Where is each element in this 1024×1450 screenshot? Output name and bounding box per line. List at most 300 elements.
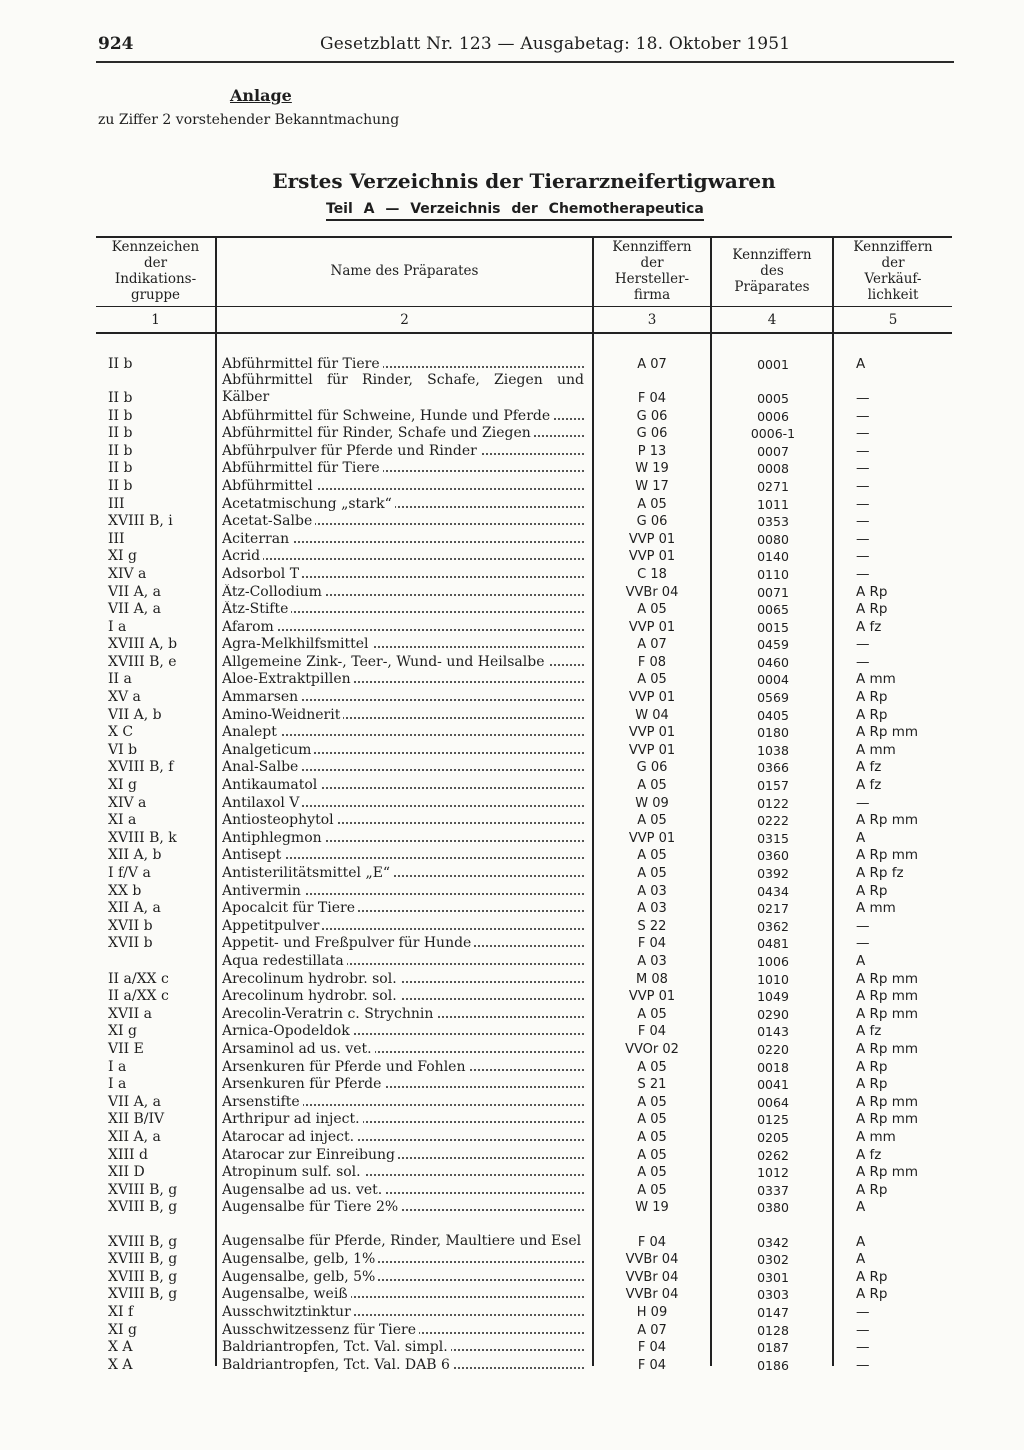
- sale-code-cell: A fz: [856, 1023, 882, 1040]
- preparation-name-cell: Afarom: [222, 619, 277, 635]
- manufacturer-code-cell: A 05: [637, 496, 667, 512]
- document-subtitle: Teil A — Verzeichnis der Chemotherapeutica: [326, 201, 704, 221]
- preparation-code-cell: 0222: [757, 813, 789, 829]
- table-row: [96, 1198, 952, 1216]
- indication-group-cell: XVIII B, g: [108, 1286, 178, 1303]
- table-row: [96, 1039, 952, 1057]
- preparation-name-cell: Ätz-Stifte: [222, 601, 291, 617]
- preparation-code-cell: 0065: [757, 602, 789, 618]
- table-row: [96, 1285, 952, 1303]
- preparation-name-wrapper: [222, 724, 584, 740]
- preparation-code-cell: 0006: [757, 408, 789, 424]
- indication-group-cell: II b: [108, 477, 133, 494]
- preparation-name-cell: Abführpulver für Pferde und Rinder: [222, 443, 480, 459]
- preparation-code-cell: 0015: [757, 619, 789, 635]
- preparation-code-cell: 0205: [757, 1129, 789, 1145]
- manufacturer-code-cell: F 04: [637, 1340, 667, 1356]
- indication-group-cell: XI g: [108, 777, 137, 794]
- sale-code-cell: A Rp mm: [856, 1111, 919, 1128]
- manufacturer-code-cell: W 19: [635, 461, 669, 477]
- manufacturer-code-cell: VVBr 04: [625, 584, 679, 600]
- preparation-code-cell: 0064: [757, 1094, 789, 1110]
- table-row: [96, 582, 952, 600]
- table-row: [96, 1075, 952, 1093]
- preparation-name-cell: Augensalbe ad us. vet.: [222, 1182, 385, 1198]
- manufacturer-code-cell: W 19: [635, 1200, 669, 1216]
- indication-group-cell: XIII d: [108, 1146, 148, 1163]
- preparation-name-wrapper: [222, 865, 584, 881]
- preparation-code-cell: 0001: [757, 356, 789, 372]
- preparation-name-wrapper: [222, 883, 584, 899]
- indication-group-cell: III: [108, 530, 125, 547]
- preparation-name-wrapper: [222, 759, 584, 775]
- sale-code-cell: A fz: [856, 1146, 882, 1163]
- indication-group-cell: XVIII B, k: [108, 829, 177, 846]
- preparation-name-cell: Ätz-Collodium: [222, 584, 325, 600]
- manufacturer-code-cell: VVP 01: [628, 690, 676, 706]
- indication-group-cell: II b: [108, 407, 133, 424]
- preparation-name-cell: Augensalbe für Pferde, Rinder, Maultiere und Esel: [222, 1232, 582, 1249]
- preparation-code-cell: 0353: [757, 514, 789, 530]
- manufacturer-code-cell: A 05: [637, 1112, 667, 1128]
- manufacturer-code-cell: VVP 01: [628, 830, 676, 846]
- preparation-name-cell: Augensalbe, weiß: [222, 1286, 351, 1302]
- table-row: [96, 1250, 952, 1268]
- preparation-name-cell: Acrid: [222, 548, 263, 564]
- preparation-code-cell: 0360: [757, 848, 789, 864]
- table-row: [96, 775, 952, 793]
- preparation-code-cell: 0186: [757, 1357, 789, 1373]
- indication-group-cell: XII B/IV: [108, 1111, 165, 1128]
- manufacturer-code-cell: A 07: [637, 1322, 667, 1338]
- preparation-name-cell: Acetatmischung „stark“: [222, 496, 395, 512]
- sale-code-cell: —: [856, 1321, 870, 1338]
- table-row: [96, 1057, 952, 1075]
- indication-group-cell: II b: [108, 442, 133, 459]
- sale-code-cell: A Rp: [856, 689, 888, 706]
- sale-code-cell: A: [856, 1251, 866, 1268]
- indication-group-cell: XI g: [108, 1023, 137, 1040]
- preparation-name-cell: Adsorbol T: [222, 566, 302, 582]
- manufacturer-code-cell: G 06: [636, 760, 668, 776]
- indication-group-cell: XX b: [108, 882, 142, 899]
- table-row: [96, 863, 952, 881]
- preparations-table: [96, 236, 952, 1373]
- sale-code-cell: A Rp fz: [856, 865, 904, 882]
- sale-code-cell: A Rp mm: [856, 970, 919, 987]
- preparation-code-cell: 0180: [757, 725, 789, 741]
- preparation-name-cell: Analept: [222, 724, 280, 740]
- manufacturer-code-cell: G 06: [636, 408, 668, 424]
- sale-code-cell: A Rp mm: [856, 1093, 919, 1110]
- preparation-code-cell: 1038: [757, 742, 789, 758]
- preparation-name-cell: Antivermin: [222, 883, 304, 899]
- table-row: [96, 652, 952, 670]
- indication-group-cell: X A: [108, 1339, 133, 1356]
- preparation-name-wrapper: [222, 1251, 584, 1267]
- header-indication-group: Kennzeichen der Indikations- gruppe: [111, 239, 200, 303]
- table-row: [96, 512, 952, 530]
- sale-code-cell: —: [856, 1356, 870, 1373]
- preparation-name-cell: Acetat-Salbe: [222, 513, 315, 529]
- page-number: 924: [98, 34, 134, 54]
- preparation-name-wrapper: [222, 1269, 584, 1285]
- manufacturer-code-cell: A 03: [637, 901, 667, 917]
- sale-code-cell: A Rp: [856, 882, 888, 899]
- preparation-name-wrapper: [222, 1199, 584, 1215]
- sale-code-cell: A Rp: [856, 1268, 888, 1285]
- sale-code-cell: A mm: [856, 900, 896, 917]
- indication-group-cell: XVIII B, f: [108, 759, 174, 776]
- preparation-code-cell: 0110: [757, 566, 789, 582]
- preparation-name-cell: Arecolinum hydrobr. sol.: [222, 971, 400, 987]
- preparation-name-wrapper: [222, 689, 584, 705]
- indication-group-cell: VII A, b: [108, 706, 162, 723]
- preparation-name-cell: Antisterilitätsmittel „E“: [222, 865, 393, 881]
- preparation-name-cell: Antilaxol V: [222, 795, 302, 811]
- sale-code-cell: A Rp: [856, 601, 888, 618]
- manufacturer-code-cell: A 05: [637, 1094, 667, 1110]
- preparation-code-cell: 0018: [757, 1059, 789, 1075]
- preparation-name-cell: Analgeticum: [222, 742, 314, 758]
- preparation-name-wrapper: [222, 531, 584, 547]
- sale-code-cell: A: [856, 952, 866, 969]
- sale-code-cell: —: [856, 460, 870, 477]
- table-row: [96, 476, 952, 494]
- preparation-name-wrapper: [222, 707, 584, 723]
- preparation-code-cell: 0004: [757, 672, 789, 688]
- indication-group-cell: X C: [108, 724, 134, 741]
- preparation-name-cell: Ausschwitztinktur: [222, 1304, 354, 1320]
- preparation-code-cell: 0080: [757, 531, 789, 547]
- sale-code-cell: —: [856, 442, 870, 459]
- preparation-name-wrapper: [222, 777, 584, 793]
- preparation-name-wrapper: [222, 1286, 584, 1302]
- indication-group-cell: XVIII B, g: [108, 1181, 178, 1198]
- manufacturer-code-cell: VVOr 02: [625, 1041, 679, 1057]
- column-number-1: 1: [151, 312, 160, 328]
- manufacturer-code-cell: S 21: [637, 1077, 667, 1093]
- sale-code-cell: —: [856, 1304, 870, 1321]
- preparation-name-cell: Abführmittel für Tiere: [222, 356, 383, 372]
- indication-group-cell: XVIII B, g: [108, 1199, 178, 1216]
- preparation-code-cell: 0459: [757, 637, 789, 653]
- preparation-code-cell: 1010: [757, 971, 789, 987]
- manufacturer-code-cell: VVP 01: [628, 742, 676, 758]
- preparation-name-wrapper: [222, 1304, 584, 1320]
- table-row: [96, 547, 952, 565]
- sale-code-cell: A: [856, 1233, 866, 1250]
- indication-group-cell: I a: [108, 1076, 127, 1093]
- manufacturer-code-cell: F 04: [637, 1234, 667, 1250]
- table-row: [96, 687, 952, 705]
- sale-code-cell: A Rp mm: [856, 1005, 919, 1022]
- preparation-code-cell: 0007: [757, 443, 789, 459]
- preparation-name-wrapper: [222, 1094, 584, 1110]
- preparation-code-cell: 1049: [757, 989, 789, 1005]
- manufacturer-code-cell: A 07: [637, 637, 667, 653]
- indication-group-cell: XII A, b: [108, 847, 162, 864]
- table-body: [96, 354, 952, 1373]
- preparation-code-cell: 0362: [757, 918, 789, 934]
- header-sale-code: Kennziffern der Verkäuf- lichkeit: [853, 239, 933, 303]
- sale-code-cell: —: [856, 530, 870, 547]
- indication-group-cell: XI f: [108, 1304, 134, 1321]
- manufacturer-code-cell: W 17: [635, 478, 669, 494]
- page-header: [0, 30, 1024, 66]
- indication-group-cell: XVII b: [108, 917, 153, 934]
- anlage-subtitle: zu Ziffer 2 vorstehender Bekanntmachung: [98, 112, 400, 128]
- indication-group-cell: II a/XX c: [108, 988, 169, 1005]
- header-preparation-code: Kennziffern des Präparates: [732, 247, 812, 295]
- preparation-name-cell: Baldriantropfen, Tct. Val. simpl.: [222, 1339, 451, 1355]
- preparation-name-wrapper: [222, 847, 584, 863]
- table-row: [96, 899, 952, 917]
- header-manufacturer-code: Kennziffern der Hersteller- firma: [612, 239, 692, 303]
- preparation-name-wrapper: [222, 1129, 584, 1145]
- preparation-name-wrapper: [222, 1357, 584, 1373]
- sale-code-cell: —: [856, 495, 870, 512]
- preparation-name-wrapper: [222, 935, 584, 951]
- preparation-code-cell: 0337: [757, 1182, 789, 1198]
- preparation-name-cell: Arnica-Opodeldok: [222, 1023, 353, 1039]
- manufacturer-code-cell: VVP 01: [628, 619, 676, 635]
- indication-group-cell: XVII a: [108, 1005, 152, 1022]
- table-row: [96, 670, 952, 688]
- preparation-name-cell: Arecolinum hydrobr. sol.: [222, 988, 400, 1004]
- preparation-name-cell: Arsenkuren für Pferde und Fohlen: [222, 1059, 468, 1075]
- sale-code-cell: A: [856, 1199, 866, 1216]
- indication-group-cell: II b: [108, 355, 133, 372]
- manufacturer-code-cell: A 03: [637, 883, 667, 899]
- indication-group-cell: II b: [108, 425, 133, 442]
- sale-code-cell: —: [856, 548, 870, 565]
- preparation-name-cell: Amino-Weidnerit: [222, 707, 343, 723]
- column-number-5: 5: [888, 312, 898, 328]
- manufacturer-code-cell: A 05: [637, 602, 667, 618]
- preparation-name-cell: Atarocar ad inject.: [222, 1129, 357, 1145]
- preparation-name-cell: Antikaumatol: [222, 777, 320, 793]
- preparation-code-cell: 0187: [757, 1340, 789, 1356]
- preparation-name-wrapper: [222, 601, 584, 617]
- running-title: Gesetzblatt Nr. 123 — Ausgabetag: 18. Oktober 1951: [320, 34, 791, 54]
- indication-group-cell: III: [108, 495, 125, 512]
- preparation-code-cell: 0041: [757, 1077, 789, 1093]
- table-row: [96, 934, 952, 952]
- preparation-name-wrapper: [222, 619, 584, 635]
- table-row: [96, 969, 952, 987]
- preparation-name-wrapper: [222, 953, 584, 969]
- sale-code-cell: A Rp: [856, 1286, 888, 1303]
- preparation-code-cell: 0460: [757, 654, 789, 670]
- preparation-name-wrapper: [222, 548, 584, 564]
- sale-code-cell: A Rp: [856, 1181, 888, 1198]
- sale-code-cell: A Rp mm: [856, 724, 919, 741]
- preparation-name-wrapper: [222, 1023, 584, 1039]
- table-row: [96, 635, 952, 653]
- table-row: [96, 564, 952, 582]
- table-row: [96, 1338, 952, 1356]
- preparation-code-cell: 0143: [757, 1024, 789, 1040]
- sale-code-cell: A fz: [856, 618, 882, 635]
- preparation-name-wrapper: [222, 443, 584, 459]
- preparation-name-cell: Arthripur ad inject.: [222, 1111, 363, 1127]
- preparation-name-cell: Arsaminol ad us. vet.: [222, 1041, 375, 1057]
- manufacturer-code-cell: C 18: [637, 566, 667, 582]
- table-row: [96, 441, 952, 459]
- sale-code-cell: —: [856, 1339, 870, 1356]
- indication-group-cell: XVIII B, g: [108, 1233, 178, 1250]
- table-row: [96, 1022, 952, 1040]
- preparation-code-cell: 0008: [757, 461, 789, 477]
- indication-group-cell: XVIII A, b: [108, 636, 178, 653]
- sale-code-cell: A Rp mm: [856, 812, 919, 829]
- preparation-code-cell: 1011: [757, 496, 789, 512]
- manufacturer-code-cell: G 06: [636, 514, 668, 530]
- manufacturer-code-cell: S 22: [637, 918, 667, 934]
- preparation-code-cell: 0315: [757, 830, 789, 846]
- manufacturer-code-cell: A 07: [637, 356, 667, 372]
- table-row: [96, 1092, 952, 1110]
- sale-code-cell: A: [856, 355, 866, 372]
- sale-code-cell: A Rp mm: [856, 1040, 919, 1057]
- preparation-name-wrapper: [222, 900, 584, 916]
- preparation-name-cell: Atarocar zur Einreibung: [222, 1147, 398, 1163]
- manufacturer-code-cell: A 05: [637, 1129, 667, 1145]
- sale-code-cell: A: [856, 829, 866, 846]
- preparation-name-wrapper: [222, 1339, 584, 1355]
- table-row: [96, 617, 952, 635]
- preparation-code-cell: 0301: [757, 1269, 789, 1285]
- preparation-name-cell: Augensalbe, gelb, 1%: [222, 1251, 378, 1267]
- preparation-code-cell: 0303: [757, 1287, 789, 1303]
- manufacturer-code-cell: A 05: [637, 1006, 667, 1022]
- table-row: [96, 1267, 952, 1285]
- sale-code-cell: A Rp: [856, 706, 888, 723]
- table-row: [96, 600, 952, 618]
- table-row: [96, 1302, 952, 1320]
- sale-code-cell: —: [856, 917, 870, 934]
- table-row: [96, 1127, 952, 1145]
- preparation-name-cell: Abführmittel: [222, 478, 316, 494]
- preparation-name-wrapper: [222, 478, 584, 494]
- preparation-code-cell: 0271: [757, 478, 789, 494]
- table-row: [96, 459, 952, 477]
- manufacturer-code-cell: F 04: [637, 936, 667, 952]
- preparation-code-cell: 0006-1: [750, 426, 796, 442]
- preparation-code-cell: 0342: [757, 1234, 789, 1250]
- indication-group-cell: II b: [108, 389, 133, 406]
- preparation-name-cell: Agra-Melkhilfsmittel: [222, 636, 372, 652]
- preparation-name-wrapper: [222, 496, 584, 512]
- manufacturer-code-cell: VVBr 04: [625, 1269, 679, 1285]
- table-row: [96, 793, 952, 811]
- preparation-code-cell: 0005: [757, 390, 789, 406]
- table-row: [96, 529, 952, 547]
- manufacturer-code-cell: A 05: [637, 813, 667, 829]
- table-row: [96, 723, 952, 741]
- preparation-code-cell: 0302: [757, 1252, 789, 1268]
- indication-group-cell: I a: [108, 618, 127, 635]
- table-row: [96, 916, 952, 934]
- sale-code-cell: A fz: [856, 759, 882, 776]
- table-row: [96, 951, 952, 969]
- preparation-name-cell: Atropinum sulf. sol.: [222, 1164, 364, 1180]
- preparation-name-cell: Ammarsen: [222, 689, 301, 705]
- sale-code-cell: A Rp: [856, 1076, 888, 1093]
- sale-code-cell: A mm: [856, 671, 896, 688]
- preparation-name-wrapper: [222, 566, 584, 582]
- table-row: [96, 758, 952, 776]
- manufacturer-code-cell: A 05: [637, 866, 667, 882]
- manufacturer-code-cell: A 03: [637, 953, 667, 969]
- preparation-name-wrapper: [222, 460, 584, 476]
- preparation-name-wrapper: [222, 1182, 584, 1198]
- indication-group-cell: XI g: [108, 548, 137, 565]
- preparation-name-cell: Arsenstifte: [222, 1094, 303, 1110]
- indication-group-cell: XVIII B, g: [108, 1251, 178, 1268]
- preparation-name-wrapper: [222, 654, 584, 670]
- preparation-code-cell: 0157: [757, 778, 789, 794]
- table-row: [96, 372, 952, 406]
- sale-code-cell: —: [856, 477, 870, 494]
- preparation-name-cell: Arsenkuren für Pferde: [222, 1076, 384, 1092]
- preparation-name-cell: Abführmittel für Tiere: [222, 460, 383, 476]
- table-row: [96, 1145, 952, 1163]
- preparation-name-cell: Baldriantropfen, Tct. Val. DAB 6: [222, 1357, 453, 1373]
- preparation-name-wrapper: [222, 1006, 584, 1022]
- sale-code-cell: A Rp mm: [856, 988, 919, 1005]
- indication-group-cell: VI b: [108, 741, 138, 758]
- preparation-code-cell: 0071: [757, 584, 789, 600]
- manufacturer-code-cell: F 04: [637, 390, 667, 406]
- preparation-name-wrapper: [222, 1059, 584, 1075]
- manufacturer-code-cell: A 05: [637, 672, 667, 688]
- table-row: [96, 424, 952, 442]
- preparation-code-cell: 0481: [757, 936, 789, 952]
- indication-group-cell: VII E: [108, 1040, 144, 1057]
- preparation-name-wrapper: [222, 513, 584, 529]
- sale-code-cell: —: [856, 653, 870, 670]
- indication-group-cell: VII A, a: [108, 1093, 161, 1110]
- manufacturer-code-cell: VVBr 04: [625, 1252, 679, 1268]
- preparation-code-cell: 0380: [757, 1200, 789, 1216]
- preparation-code-cell: 0220: [757, 1041, 789, 1057]
- preparation-name-wrapper: [222, 1041, 584, 1057]
- preparation-name-cell: Antiphlegmon: [222, 830, 325, 846]
- preparation-code-cell: 0125: [757, 1112, 789, 1128]
- column-number-4: 4: [767, 312, 777, 328]
- table-row: [96, 354, 952, 372]
- table-row: [96, 705, 952, 723]
- manufacturer-code-cell: F 04: [637, 1357, 667, 1373]
- indication-group-cell: XIV a: [108, 794, 147, 811]
- indication-group-cell: I f/V a: [108, 865, 151, 882]
- manufacturer-code-cell: A 05: [637, 1147, 667, 1163]
- manufacturer-code-cell: A 05: [637, 1059, 667, 1075]
- manufacturer-code-cell: VVP 01: [628, 549, 676, 565]
- preparation-name-wrapper: [222, 356, 584, 372]
- table-row: [96, 494, 952, 512]
- preparation-code-cell: 0217: [757, 901, 789, 917]
- table-row: [96, 1355, 952, 1373]
- preparation-name-wrapper: [222, 1076, 584, 1092]
- preparation-name-wrapper: [222, 988, 584, 1004]
- manufacturer-code-cell: VVP 01: [628, 531, 676, 547]
- preparation-name-wrapper: [222, 1322, 584, 1338]
- sale-code-cell: A Rp: [856, 583, 888, 600]
- preparation-code-cell: 1012: [757, 1165, 789, 1181]
